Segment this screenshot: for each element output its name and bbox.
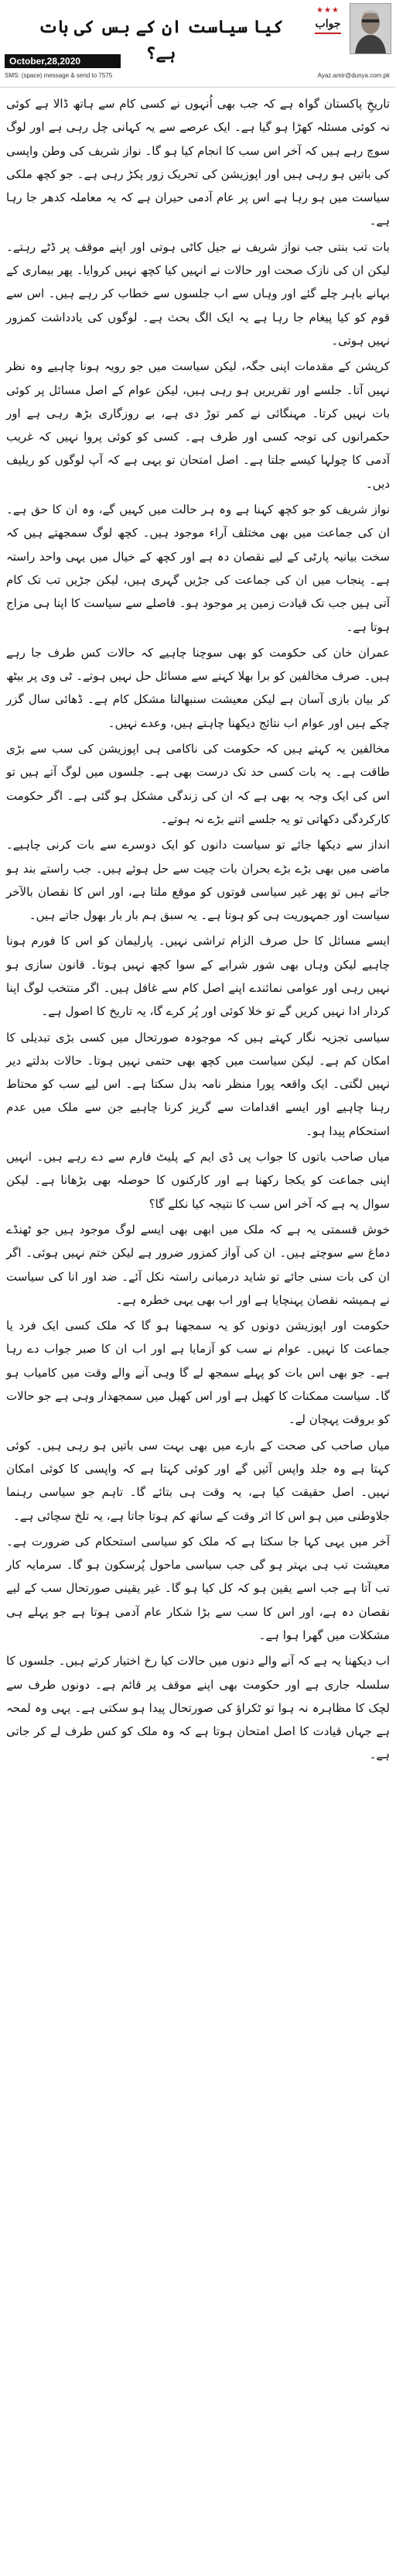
article-paragraph: سیاسی تجزیہ نگار کہتے ہیں کہ موجودہ صورتحال میں کسی بڑی تبدیلی کا امکان کم ہے۔ لیکن سیاست میں کچھ بھی حتمی نہیں ہوتا۔ حالات بدلتے دیر نہیں لگتی۔ ایک واقعہ پورا منظر نامہ بدل سکتا ہے۔ اس لیے سب کو محتاط رہنا چاہیے اور ایسے اقدامات سے گریز کرنا چاہیے جن سے ملک میں عدم استحکام پیدا ہو۔ xyxy=(6,1030,390,1138)
column-logo xyxy=(311,6,345,50)
article-paragraph: حکومت اور اپوزیشن دونوں کو یہ سمجھنا ہو گا کہ ملک کسی ایک فرد یا جماعت کا نہیں۔ عوام نے سب کو آزمایا ہے اور اب ان کا صبر جواب دے رہا ہے۔ جو بھی اس بات کو پہلے سمجھ لے گا وہی آنے والے وقت میں کامیاب ہو گا۔ سیاست ممکنات کا کھیل ہے اور اس کھیل میں سمجھدار وہی ہے جو حالات کو بروقت پہچان لے۔ xyxy=(6,1319,390,1427)
date-bar: October,28,2020 xyxy=(5,54,121,68)
article-paragraph: اب دیکھنا یہ ہے کہ آنے والے دنوں میں حالات کیا رخ اختیار کرتے ہیں۔ جلسوں کا سلسلہ جاری ہے اور حکومت بھی اپنے موقف پر قائم ہے۔ دونوں طرف سے لچک کا مظاہرہ نہ ہوا تو ٹکراؤ کی صورتحال پیدا ہو سکتی ہے۔ یہی وہ لمحہ ہے جہاں قیادت کا اصل امتحان ہوتا ہے کہ وہ ملک کو کس طرف لے کر جاتی ہے۔ xyxy=(6,1654,390,1762)
article-paragraph: میاں صاحب باتوں کا جواب پی ڈی ایم کے پلیٹ فارم سے دے رہے ہیں۔ انہیں اپنی جماعت کو یکجا رکھنا ہے اور کارکنوں کا حوصلہ بھی بڑھانا ہے۔ لیکن سوال یہ ہے کہ آخر اس سب کا نتیجہ کیا نکلے گا؟ xyxy=(6,1150,390,1211)
author-portrait xyxy=(350,3,391,54)
sms-info: SMS: (space) message & send to 7575 xyxy=(5,72,113,79)
headline: کیا سیاست ان کے بس کی بات ہے؟ xyxy=(38,17,284,63)
article-paragraph: بات تب بنتی جب نواز شریف نے جیل کاٹی ہوتی اور اپنے موقف پر ڈٹے رہتے۔ لیکن ان کی نازک صحت اور حالات نے انہیں کیا کچھ نہیں کروایا۔ پھر بیماری کے بہانے باہر چلے گئے اور وہاں سے اب جلسوں سے خطاب کر رہے ہیں۔ اس سے قوم کو کیا پیغام جا رہا ہے یہ ایک الگ بحث ہے۔ لوگوں کی یادداشت کمزور نہیں ہوتی۔ xyxy=(6,239,390,348)
article-paragraph: میاں صاحب کی صحت کے بارے میں بھی بہت سی باتیں ہو رہی ہیں۔ کوئی کہتا ہے وہ جلد واپس آئیں گے اور کوئی کہتا ہے کہ واپسی کا کوئی امکان نہیں۔ اصل حقیقت کیا ہے، یہ وقت ہی بتائے گا۔ تاہم جو سیاسی رہنما جلاوطنی میں ہو اس کا اثر وقت کے ساتھ کم ہوتا جاتا ہے، یہ تلخ سچائی ہے۔ xyxy=(6,1438,390,1523)
article-paragraph: انداز سے دیکھا جائے تو سیاست دانوں کو ایک دوسرے سے بات کرنی چاہیے۔ ماضی میں بھی بڑے بڑے بحران بات چیت سے حل ہوئے ہیں۔ جب راستے بند ہو جاتے ہیں تو پھر غیر سیاسی قوتوں کو موقع ملتا ہے، اور اس کا نقصان بالآخر سیاست اور جمہوریت ہی کو ہوتا ہے۔ یہ سبق ہم بار بار بھول جاتے ہیں۔ xyxy=(6,838,390,923)
article-paragraph: عمران خان کی حکومت کو بھی سوچنا چاہیے کہ حالات کس طرف جا رہے ہیں۔ صرف مخالفین کو برا بھلا کہنے سے مسائل حل نہیں ہوتے۔ ٹی وی پر بیٹھ کر بیان بازی آسان ہے لیکن معیشت سنبھالنا مشکل کام ہے۔ ڈھائی سال گزر چکے ہیں اور عوام اب نتائج دیکھنا چاہتے ہیں، وعدے نہیں۔ xyxy=(6,645,390,730)
article-paragraph: مخالفین یہ کہتے ہیں کہ حکومت کی ناکامی ہی اپوزیشن کی سب سے بڑی طاقت ہے۔ یہ بات کسی حد تک درست بھی ہے۔ جلسوں میں لوگ آتے ہیں تو اس کی ایک وجہ یہ بھی ہے کہ ان کی زندگی مشکل ہو گئی ہے۔ اگر حکومت کارکردگی دکھاتی تو یہ جلسے اتنے بڑے نہ ہوتے۔ xyxy=(6,742,390,826)
portrait-image xyxy=(350,4,391,53)
logo-stars: ★★★ xyxy=(316,6,340,15)
article-body xyxy=(0,87,396,1767)
article-paragraph: نواز شریف کو جو کچھ کہنا ہے وہ ہر حالت میں کہیں گے، وہ ان کا حق ہے۔ ان کی جماعت میں بھی مختلف آراء موجود ہیں۔ کچھ لوگ سمجھتے ہیں کہ سخت بیانیہ پارٹی کے لیے نقصان دہ ہے اور کچھ کے خیال میں یہی واحد راستہ ہے۔ پنجاب میں ان کی جماعت کی جڑیں گہری ہیں، لیکن جڑیں تب تک کام آتی ہیں جب تک قیادت زمین پر موجود ہو۔ فاصلے سے سیاست کا اپنا ہی مزاج ہوتا ہے۔ xyxy=(6,503,390,634)
article-paragraph: خوش قسمتی یہ ہے کہ ملک میں ابھی بھی ایسے لوگ موجود ہیں جو ٹھنڈے دماغ سے سوچتے ہیں۔ ان کی آواز کمزور ضرور ہے لیکن ختم نہیں ہوئی۔ اگر ان کی بات سنی جائے تو شاید درمیانی راستہ نکل آئے۔ ضد اور انا کی سیاست نے ہمیشہ نقصان پہنچایا ہے اور اب بھی یہی خطرہ ہے۔ xyxy=(6,1222,390,1307)
logo-underline xyxy=(315,33,341,34)
author-email: Ayaz.amir@dunya.com.pk xyxy=(317,72,390,79)
article-paragraph: ایسے مسائل کا حل صرف الزام تراشی نہیں۔ پارلیمان کو اس کا فورم ہونا چاہیے لیکن وہاں بھی شور شرابے کے سوا کچھ نہیں ہوتا۔ قانون سازی ہو نہیں رہی اور عوامی نمائندے اپنے اصل کام سے غافل ہیں۔ اگر منتخب لوگ اپنا کردار ادا نہیں کریں گے تو خلا کوئی اور پُر کرے گا، یہ تاریخ کا اصول ہے۔ xyxy=(6,934,390,1019)
article-paragraph: کرپشن کے مقدمات اپنی جگہ، لیکن سیاست میں جو رویہ ہونا چاہیے وہ نظر نہیں آتا۔ جلسے اور تقریریں ہو رہی ہیں، لیکن عوام کے اصل مسائل پر کوئی بات نہیں کرتا۔ مہنگائی نے کمر توڑ دی ہے، بے روزگاری بڑھ رہی ہے اور حکمرانوں کی توجہ کسی اور طرف ہے۔ کسی کو کوئی پروا نہیں کہ غریب آدمی کا چولہا کیسے جلتا ہے۔ اصل امتحان تو یہی ہے کہ آپ لوگوں کو ریلیف دیں۔ xyxy=(6,359,390,491)
article-paragraph: آخر میں یہی کہا جا سکتا ہے کہ ملک کو سیاسی استحکام کی ضرورت ہے۔ معیشت تب ہی بہتر ہو گی جب سیاسی ماحول پُرسکون ہو گا۔ سرمایہ کار تب آتا ہے جب اسے یقین ہو کہ کل کیا ہو گا۔ غیر یقینی صورتحال سب کے لیے نقصان دہ ہے، اور اس کا سب سے بڑا شکار عام آدمی ہوتا ہے جو پہلے ہی مشکلات میں گھرا ہوا ہے۔ xyxy=(6,1534,390,1642)
column-name: جواب xyxy=(315,18,341,30)
article-paragraph: تاریخِ پاکستان گواہ ہے کہ جب بھی اُنہوں نے کسی کام سے ہاتھ ڈالا ہے کوئی نہ کوئی مسئلہ کھڑا ہو گیا ہے۔ ایک عرصے سے یہ کہانی چل رہی ہے اور لوگ سوچ رہے ہیں کہ آخر اس سب کا انجام کیا ہو گا۔ نواز شریف کی وطن واپسی کی باتیں ہو رہی ہیں اور اپوزیشن کی تحریک زور پکڑ رہی ہے۔ جو کچھ ملکی سیاست میں ہو رہا ہے اس پر عام آدمی حیران ہے کہ یہ معاملہ کدھر جا رہا ہے۔ xyxy=(6,97,390,228)
author-box xyxy=(306,3,391,65)
column-header xyxy=(0,0,396,87)
